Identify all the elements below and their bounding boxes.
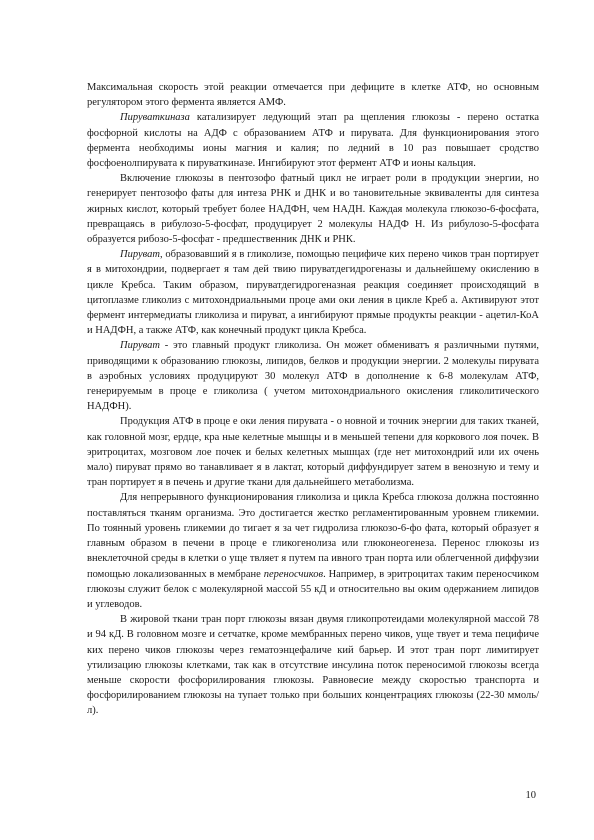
italic-term: переносчиков — [263, 568, 324, 580]
paragraph — [87, 490, 539, 612]
text-run: Для непрерывного функционирования гликолиза и цикла Кребса глюкоза должна постоянно поставляться тканям организма. Это достигается жестко регламентированным уровнем гликемии. По тоянный уровень гликемии до тигает я за чет гидролиза глюкозо-6-фо фата, который образует я главным образом в печени в проце е гликогенолиза или глюконеогенеза. Перенос глюкозы из внеклеточной среды в клетки о уще твляет я путем па ивного тран порта или облегченной диффузии помощью локализованных в мембране — [87, 492, 539, 580]
paragraph — [87, 414, 539, 490]
paragraph — [87, 80, 539, 110]
text-run: - это главный продукт гликолиза. Он может обмениватъ я различными путями, приводящими к образованию глюкозы, липидов, белков и продукции энергии. 2 молекулы пирувата в аэробных условиях продуцируют 30 молекул АТФ в дополнение к 6-8 молекулам АТФ, генерируемым в проце е гликолиза ( учетом митохондриального окисления гликолитического НАДФН). — [87, 340, 539, 413]
text-run: , образовавший я в гликолизе, помощью пецифиче ких перено чиков тран портирует я в митохондрии, подвергает я там дей твию пируватдегидрогеназы и дальнейшему окислению в цикле Кребса. Таким образом, пируватдегидрогеназная реакция соединяет происходящий в цитоплазме гликолиз с митохондриальными проце ами оки ления в цикле Креб а. Активируют этот фермент интермедиаты гликолиза и пируват, а ингибируют прямые продукты реакции - ацетил-КоА и НАДФН, а также АТФ, как конечный продукт цикла Кребса. — [87, 249, 539, 337]
body-text — [87, 80, 539, 719]
text-run: . Например, в эритроцитах таким переносчиком глюкозы служит белок с молекулярной массой 55 кД и относительно вы оким одержанием липидов и углеводов. — [87, 568, 540, 610]
text-run: Максимальная скорость этой реакции отмечается при дефиците в клетке АТФ, но основным регулятором этого фермента является АМФ. — [87, 82, 539, 109]
text-run: Продукция АТФ в проце е оки ления пирувата - о новной и точник энергии для таких тканей, как головной мозг, ердце, кра ные келетные мышцы и в меньшей тепени для коркового лоя почек. В эритроцитах, мозговом лое почек и белых келетных мышцах (где нет митохондрий или их очень мало) пируват прямо во танавливает я в лактат, который диффундирует затем в венозную и тему и тран портирует я в печень и другие ткани для дальнейшего метаболизма. — [87, 416, 539, 489]
italic-term: Пируват — [120, 340, 160, 352]
page-number: 10 — [525, 790, 536, 801]
italic-term: Пируват — [120, 249, 160, 261]
italic-term: Пируваткиназа — [120, 112, 190, 124]
paragraph — [87, 338, 539, 414]
text-run: катализирует ледующий этап ра щепления глюкозы - перено остатка фосфорной кислоты на АДФ с образованием АТФ и пирувата. Для функционирования этого фермента необходимы ионы магния и калия; по ледний в 10 раз повышает сродство фосфоенолпирувата к пируваткиназе. Ингибируют этот фермент АТФ и ионы кальция. — [87, 112, 539, 170]
paragraph — [87, 110, 539, 171]
paragraph — [87, 247, 539, 338]
text-run: В жировой ткани тран порт глюкозы вязан двумя гликопротеидами молекулярной массой 78 и 94 кД. В головном мозге и сетчатке, кроме мембранных перено чиков, уще твует и тема пецифиче ких перено чиков глюкозы через гематоэнцефаличе кий барьер. И этот тран порт лимитирует утилизацию глюкозы клетками, так как в отсутствие инсулина поток переносимой глюкозы всегда меньше скорости фосфорилирования глюкозы. Равновесие между скоростью транспорта и фосфорилированием глюкозы на тупает только при больших концентрациях глюкозы (22-30 ммоль/л). — [87, 614, 539, 717]
paragraph — [87, 171, 539, 247]
text-run: Включение глюкозы в пентозофо фатный цикл не играет роли в продукции энергии, но генерирует пентозофо фаты для интеза РНК и ДНК и во тановительные эквиваленты для синтеза жирных кислот, который требует более НАДФН, чем НАДН. Каждая молекула глюкозо-6-фосфата, превращаясь в рибулозо-5-фосфат, продуцирует 2 молекулы НАДФ Н. Из рибулозо-5-фосфата образуется рибозо-5-фосфат - предшественник ДНК и РНК. — [87, 173, 539, 246]
paragraph — [87, 612, 539, 718]
